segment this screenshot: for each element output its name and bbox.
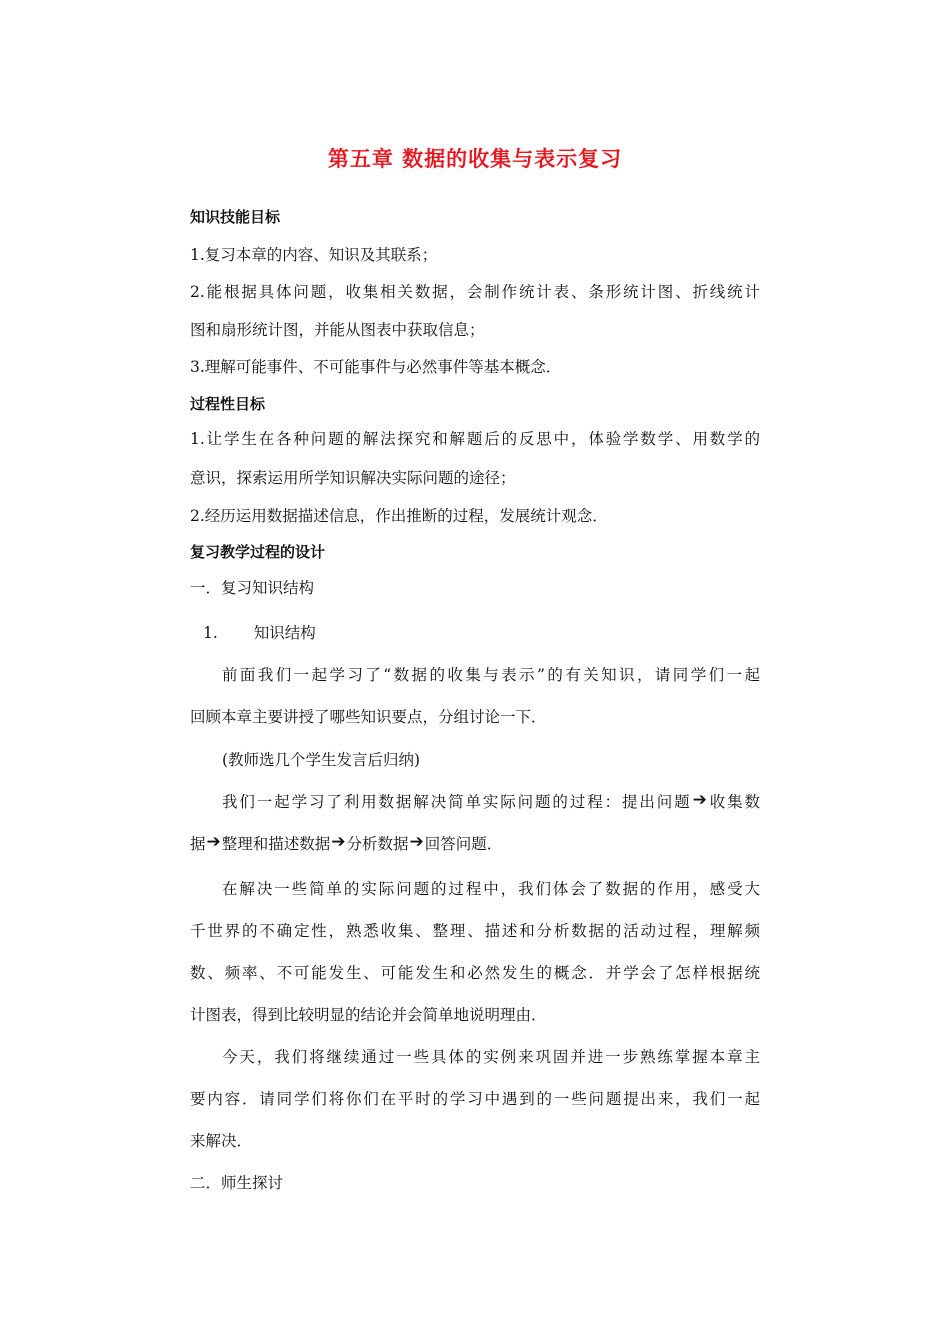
process-step-organize: 整理和描述数据 (221, 835, 331, 853)
paragraph-1-line-2: 回顾本章主要讲授了哪些知识要点，分组讨论一下． (190, 708, 547, 726)
right-arrow-icon: ➔ (331, 832, 346, 852)
process-step-answer: 回答问题． (424, 835, 503, 853)
paragraph-3-line-2 (190, 833, 760, 855)
knowledge-goal-1: 1.复习本章的内容、知识及其联系； (190, 246, 438, 264)
paragraph-5-line-2: 要内容．请同学们将你们在平时的学习中遇到的一些问题提出来，我们一起 (190, 1090, 760, 1108)
knowledge-goal-3: 3.理解可能事件、不可能事件与必然事件等基本概念． (190, 358, 562, 376)
process-step-analyze: 分析数据 (346, 835, 409, 853)
paragraph-3-line-1 (222, 791, 760, 813)
process-step-collect: 收集数 (707, 793, 760, 811)
paragraph-1-line-1: 前面我们一起学习了“数据的收集与表示”的有关知识，请同学们一起 (222, 666, 760, 684)
paragraph-4-line-1: 在解决一些简单的实际问题的过程中，我们体会了数据的作用，感受大 (222, 880, 760, 898)
part-two-heading: 二．师生探讨 (190, 1174, 284, 1192)
heading-review-design: 复习教学过程的设计 (190, 543, 326, 561)
page-title: 第五章 数据的收集与表示复习 (327, 147, 623, 171)
process-goal-1-line-2: 意识，探索运用所学知识解决实际问题的途径； (190, 469, 516, 487)
right-arrow-icon: ➔ (409, 832, 424, 852)
item-knowledge-structure (203, 622, 760, 644)
process-step-collect-end: 据 (190, 835, 206, 853)
paragraph-5-line-3: 来解决． (190, 1132, 253, 1150)
process-goal-2: 2.经历运用数据描述信息，作出推断的过程，发展统计观念． (190, 507, 608, 525)
knowledge-goal-2-line-1: 2.能根据具体问题，收集相关数据，会制作统计表、条形统计图、折线统计 (190, 283, 760, 301)
heading-knowledge-goals: 知识技能目标 (190, 208, 281, 226)
paragraph-3-text: 我们一起学习了利用数据解决简单实际问题的过程：提出问题 (222, 793, 692, 811)
right-arrow-icon: ➔ (206, 832, 221, 852)
paragraph-4-line-4: 计图表，得到比较明显的结论并会简单地说明理由． (190, 1006, 547, 1024)
item-number: 1. (203, 624, 218, 642)
right-arrow-icon: ➔ (692, 790, 707, 810)
knowledge-goal-2-line-2: 图和扇形统计图，并能从图表中获取信息； (190, 321, 485, 339)
paragraph-4-line-3: 数、频率、不可能发生、可能发生和必然发生的概念．并学会了怎样根据统 (190, 964, 760, 982)
paragraph-4-line-2: 千世界的不确定性，熟悉收集、整理、描述和分析数据的活动过程，理解频 (190, 922, 760, 940)
paragraph-2: (教师选几个学生发言后归纳) (222, 751, 421, 769)
process-goal-1-line-1: 1.让学生在各种问题的解法探究和解题后的反思中，体验学数学、用数学的 (190, 430, 760, 448)
heading-process-goals: 过程性目标 (190, 395, 266, 413)
paragraph-5-line-1: 今天，我们将继续通过一些具体的实例来巩固并进一步熟练掌握本章主 (222, 1048, 760, 1066)
part-one-heading: 一．复习知识结构 (190, 579, 315, 597)
item-label: 知识结构 (253, 624, 316, 642)
